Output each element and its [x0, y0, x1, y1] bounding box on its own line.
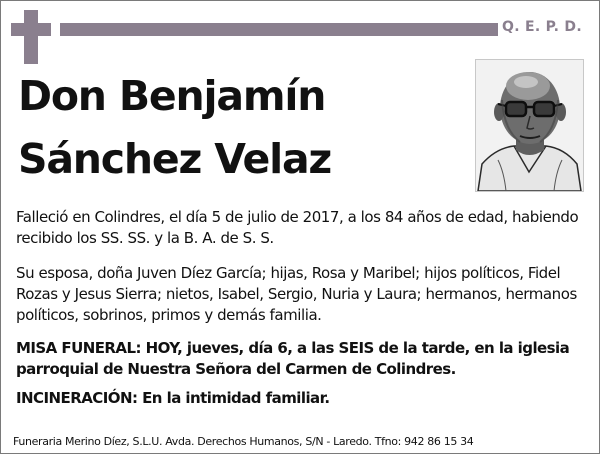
- family-paragraph: Su esposa, doña Juven Díez García; hijas, Rosa y Maribel; hijos políticos, Fidel Rozas y Jesus Sierra; nietos, Isabel, Sergio, Nuria y Laura; hermanos, hermanos políticos, sobrinos, primos y demás familia.: [16, 264, 577, 324]
- deceased-name-line-2: Sánchez Velaz: [18, 135, 332, 183]
- cross-icon: [24, 10, 38, 64]
- funeral-home-footer: Funeraria Merino Díez, S.L.U. Avda. Derechos Humanos, S/N - Laredo. Tfno: 942 86 15 34: [13, 435, 474, 448]
- deceased-name-line-1: Don Benjamín: [18, 72, 326, 120]
- portrait-image: [476, 60, 583, 191]
- death-notice-paragraph: Falleció en Colindres, el día 5 de julio de 2017, a los 84 años de edad, habiendo recibido los SS. SS. y la B. A. de S. S.: [16, 208, 579, 247]
- cremation-paragraph: INCINERACIÓN: En la intimidad familiar.: [16, 389, 330, 407]
- header-divider: [60, 23, 498, 36]
- portrait-photo: [475, 59, 584, 192]
- cross-icon-bar: [11, 23, 51, 36]
- funeral-mass-paragraph: MISA FUNERAL: HOY, jueves, día 6, a las SEIS de la tarde, en la iglesia parroquial de Nuestra Señora del Carmen de Colindres.: [16, 339, 570, 378]
- qepd-badge: Q. E. P. D.: [502, 19, 582, 35]
